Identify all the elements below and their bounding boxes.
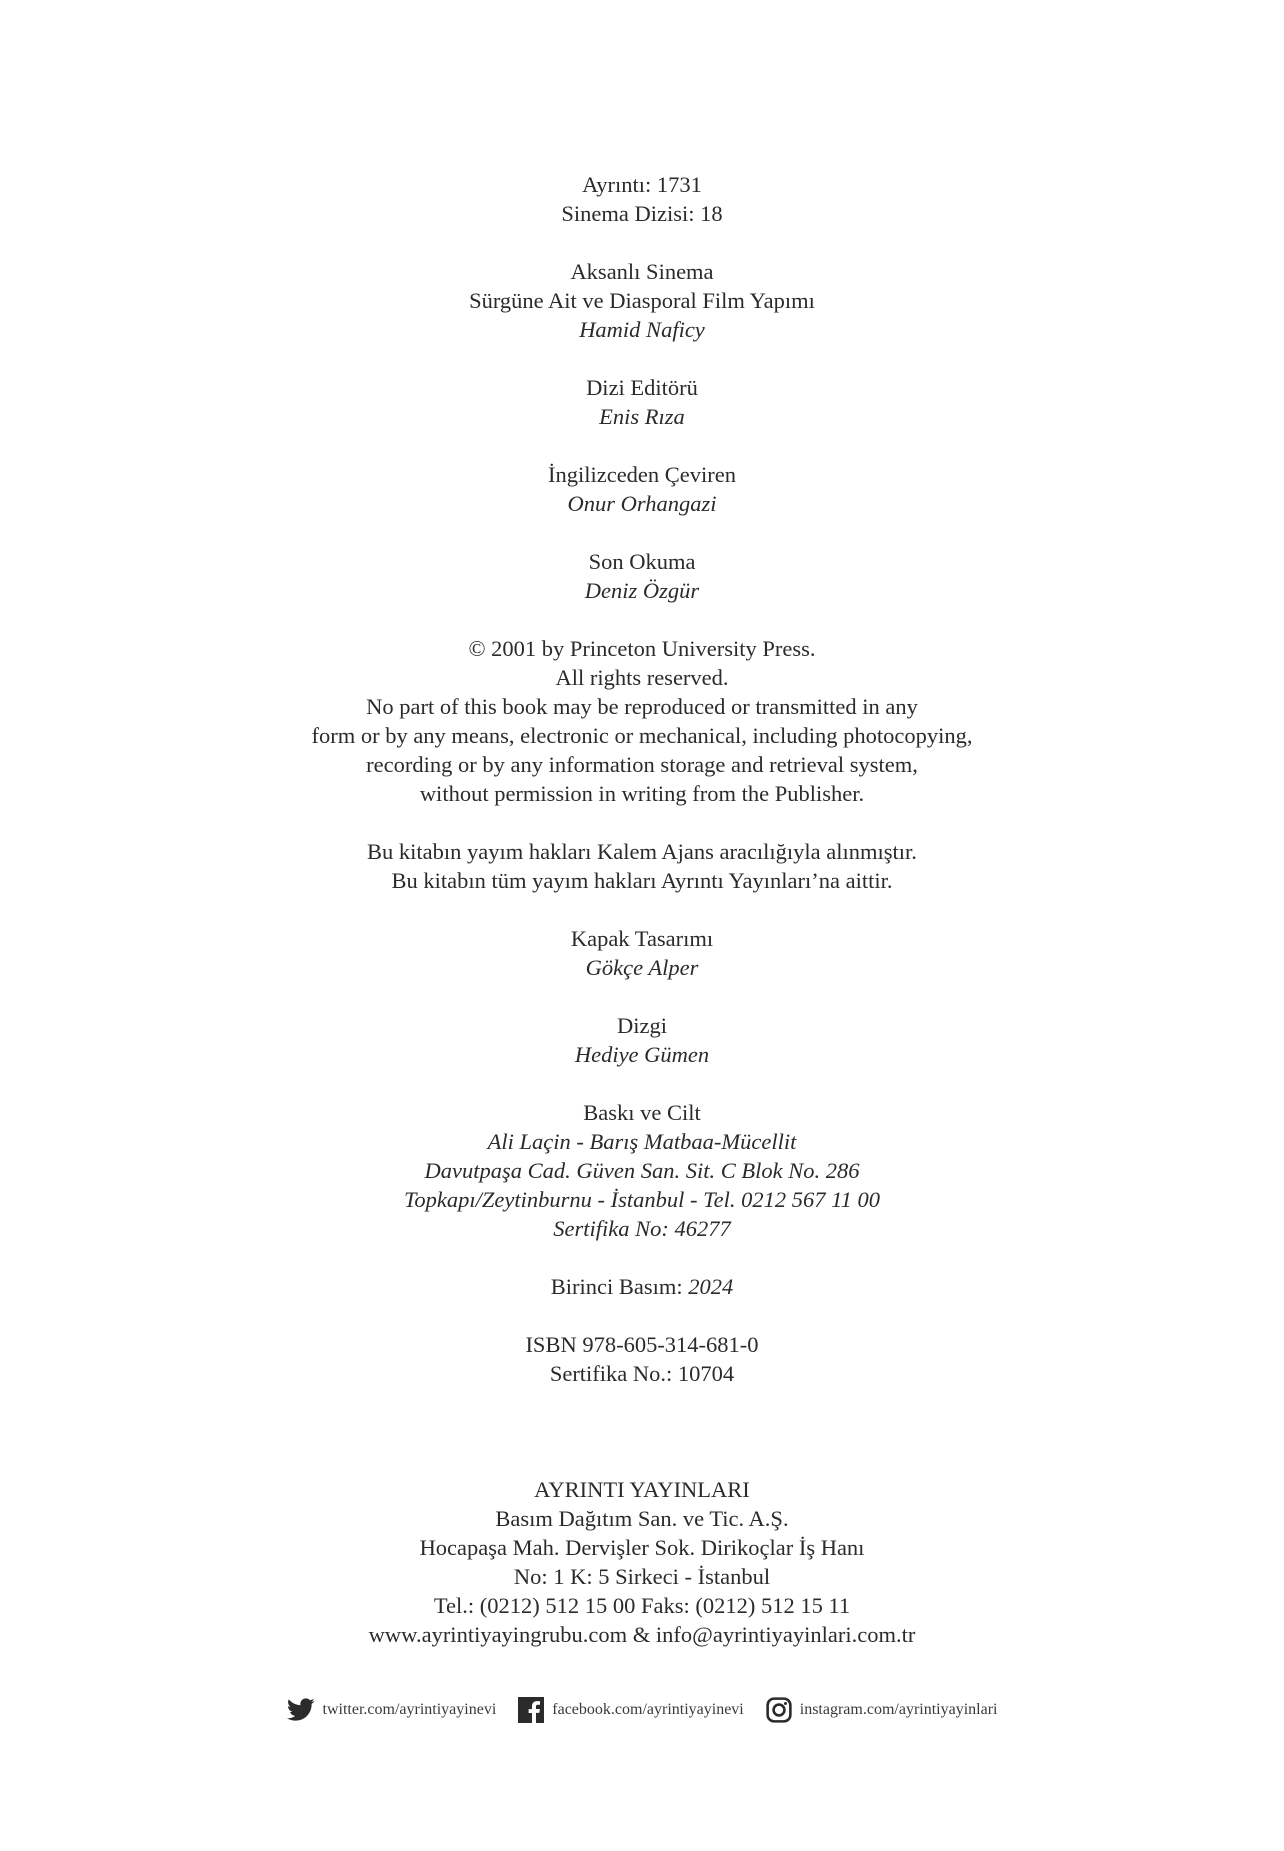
copyright-line: © 2001 by Princeton University Press. <box>468 636 816 661</box>
copyright-line: recording or by any information storage and retrieval system, <box>366 752 918 777</box>
publisher-name: AYRINTI YAYINLARI <box>534 1477 750 1502</box>
copyright-notice <box>0 634 1284 808</box>
facebook-link[interactable]: facebook.com/ayrintiyayinevi <box>552 1701 744 1718</box>
credit-series-editor <box>0 373 1284 431</box>
printing-label: Baskı ve Cilt <box>583 1100 701 1125</box>
sub-series-number: Sinema Dizisi: 18 <box>561 201 723 226</box>
social-twitter[interactable] <box>287 1698 497 1722</box>
isbn-number: ISBN 978-605-314-681-0 <box>525 1332 759 1357</box>
social-facebook[interactable] <box>518 1697 743 1723</box>
book-subtitle: Sürgüne Ait ve Diasporal Film Yapımı <box>469 288 815 313</box>
printing-line: Davutpaşa Cad. Güven San. Sit. C Blok No. 286 <box>424 1158 860 1183</box>
printing-line: Ali Laçin - Barış Matbaa-Mücellit <box>487 1129 797 1154</box>
twitter-icon <box>287 1698 315 1722</box>
credit-typesetting <box>0 1011 1284 1069</box>
instagram-icon <box>766 1697 792 1723</box>
twitter-link[interactable]: twitter.com/ayrintiyayinevi <box>322 1701 497 1718</box>
credit-translator <box>0 460 1284 518</box>
publisher-info <box>0 1475 1284 1649</box>
book-info <box>0 257 1284 344</box>
credit-role: Dizi Editörü <box>586 375 698 400</box>
publisher-address: No: 1 K: 5 Sirkeci - İstanbul <box>513 1564 771 1589</box>
credit-name: Enis Rıza <box>599 404 685 429</box>
book-title: Aksanlı Sinema <box>570 259 714 284</box>
credit-name: Deniz Özgür <box>584 578 700 603</box>
publisher-phone: Tel.: (0212) 512 15 00 Faks: (0212) 512 15 11 <box>433 1593 851 1618</box>
credit-role: Son Okuma <box>588 549 696 574</box>
isbn-info <box>0 1330 1284 1388</box>
rights-line: Bu kitabın yayım hakları Kalem Ajans aracılığıyla alınmıştır. <box>367 839 917 864</box>
credit-name: Onur Orhangazi <box>567 491 717 516</box>
credit-name: Hediye Gümen <box>574 1042 710 1067</box>
credit-name: Gökçe Alper <box>585 955 699 980</box>
printing-line: Topkapı/Zeytinburnu - İstanbul - Tel. 0212 567 11 00 <box>403 1187 881 1212</box>
publisher-address: Hocapaşa Mah. Dervişler Sok. Dirikoçlar İş Hanı <box>419 1535 865 1560</box>
copyright-line: without permission in writing from the Publisher. <box>419 781 865 806</box>
instagram-link[interactable]: instagram.com/ayrintiyayinlari <box>799 1701 998 1718</box>
credit-role: İngilizceden Çeviren <box>547 462 737 487</box>
credit-cover-design <box>0 924 1284 982</box>
book-author: Hamid Naficy <box>579 317 705 342</box>
publisher-line: Basım Dağıtım San. ve Tic. A.Ş. <box>495 1506 789 1531</box>
printing-info <box>0 1098 1284 1243</box>
rights-line: Bu kitabın tüm yayım hakları Ayrıntı Yayınları’na aittir. <box>391 868 893 893</box>
publisher-certificate: Sertifika No.: 10704 <box>549 1361 735 1386</box>
series-number: Ayrıntı: 1731 <box>582 172 702 197</box>
social-links <box>0 1697 1284 1723</box>
rights-notice <box>0 837 1284 895</box>
copyright-line: form or by any means, electronic or mechanical, including photocopying, <box>311 723 973 748</box>
copyright-line: No part of this book may be reproduced or transmitted in any <box>366 694 918 719</box>
credit-role: Dizgi <box>617 1013 667 1038</box>
copyright-page <box>0 170 1284 1678</box>
facebook-icon <box>518 1697 544 1723</box>
edition-info <box>0 1272 1284 1301</box>
copyright-line: All rights reserved. <box>555 665 729 690</box>
edition-label: Birinci Basım: <box>550 1274 683 1299</box>
edition-year: 2024 <box>688 1274 734 1299</box>
publisher-web: www.ayrintiyayingrubu.com & info@ayrintiyayinlari.com.tr <box>368 1622 916 1647</box>
social-instagram[interactable] <box>766 1697 998 1723</box>
credit-proofreader <box>0 547 1284 605</box>
printing-line: Sertifika No: 46277 <box>553 1216 731 1241</box>
series-info <box>0 170 1284 228</box>
credit-role: Kapak Tasarımı <box>570 926 714 951</box>
edition-line <box>0 1272 1284 1301</box>
